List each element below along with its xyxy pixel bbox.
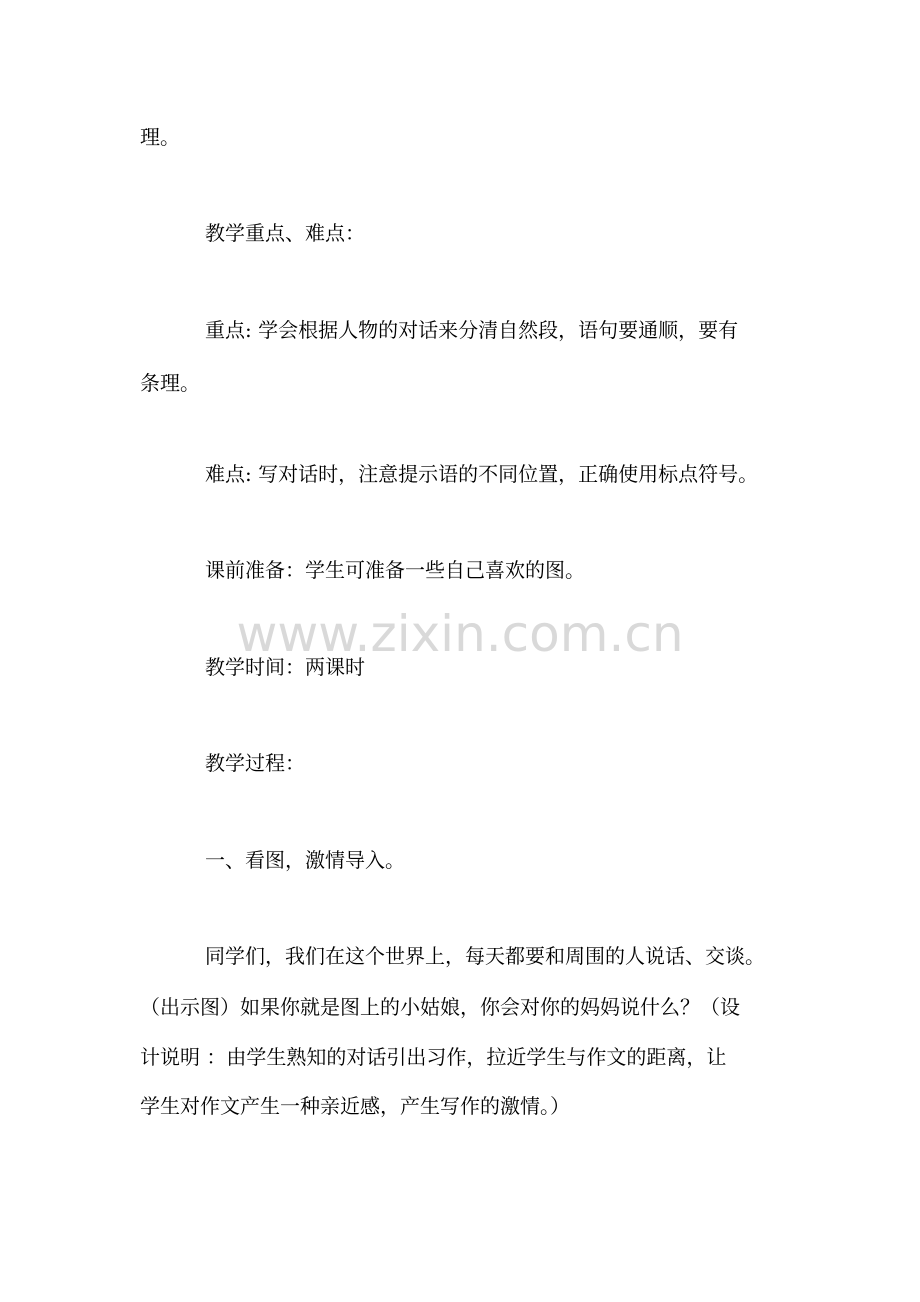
paragraph-body-line-4: 学生对作文产生一种亲近感，产生写作的激情。） [140,1094,570,1118]
paragraph-difficulty: 难点: 写对话时，注意提示语的不同位置，正确使用标点符号。 [205,462,759,486]
paragraph-focus-line-2: 条理。 [140,371,200,395]
heading-teaching-process: 教学过程： [205,751,305,775]
text-line-continuation: 理。 [140,125,180,149]
heading-key-points: 教学重点、难点： [205,221,365,245]
paragraph-focus-line-1: 重点: 学会根据人物的对话来分清自然段，语句要通顺，要有 [205,318,739,342]
paragraph-preparation: 课前准备：学生可准备一些自己喜欢的图。 [205,558,585,582]
paragraph-body-line-1: 同学们，我们在这个世界上，每天都要和周围的人说话、交谈。 [205,944,765,968]
paragraph-teaching-time: 教学时间：两课时 [205,655,365,679]
paragraph-body-line-3: 计说明 ：由学生熟知的对话引出习作，拉近学生与作文的距离，让 [140,1045,727,1069]
paragraph-body-line-2: （出示图）如果你就是图上的小姑娘，你会对你的妈妈说什么？（设 [140,995,740,1019]
watermark: www.zixin.com.cn [236,605,684,663]
section-heading-one: 一、看图，激情导入。 [205,848,405,872]
